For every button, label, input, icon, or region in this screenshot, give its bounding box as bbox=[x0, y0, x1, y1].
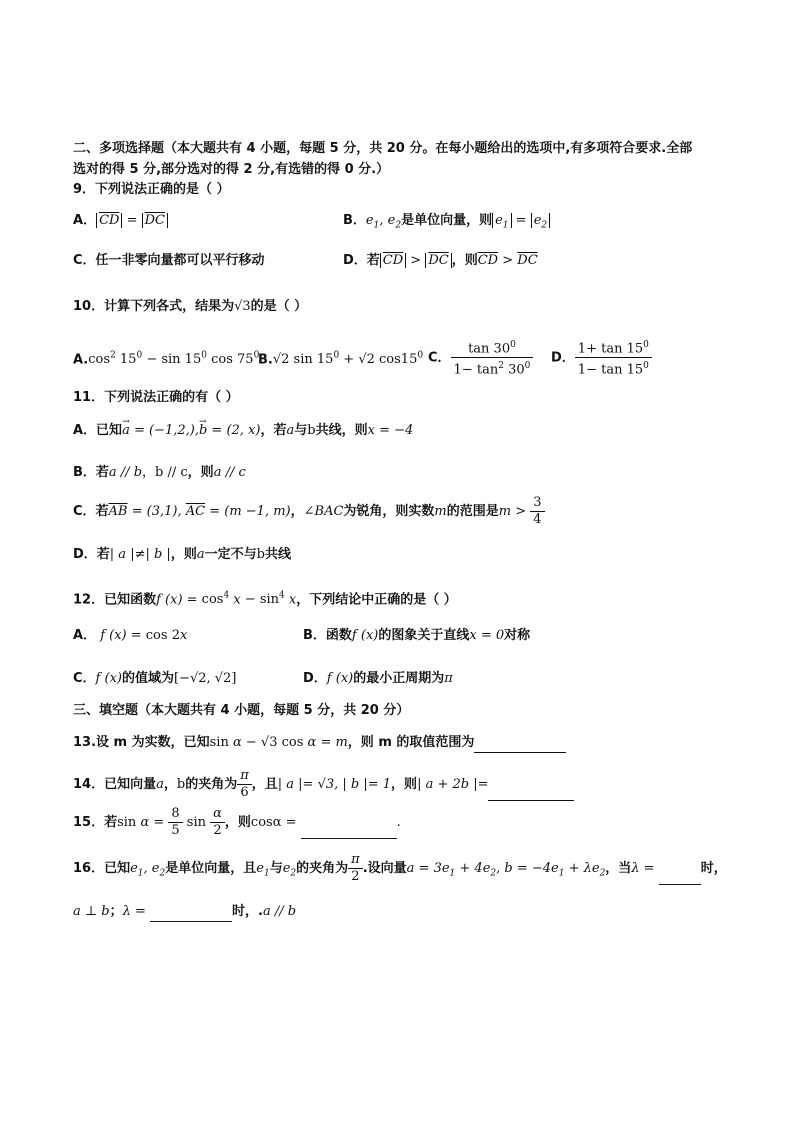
q13-answer-blank[interactable] bbox=[474, 738, 566, 753]
question-13: 13.设 m 为实数，已知sin α − √3 cos α = m，则 m 的取值范围为 bbox=[73, 733, 743, 753]
section-2-header bbox=[73, 138, 733, 180]
q9-option-b[interactable]: B．$e_1$, $e_2$是单位向量，则 $e_1 = e_2$ bbox=[343, 211, 550, 236]
q15-answer-blank[interactable] bbox=[301, 824, 397, 839]
question-16: 16．已知$e_1$, $e_2$是单位向量，且$e_1$与$e_2$的夹角为 $\frac{\pi}{2}$ .设向量$a = 3e_1 + 4e_2$, $b = -4e_1 + \lambda e_2$，当λ = 时， bbox=[73, 852, 727, 884]
q9-option-c[interactable]: C．任一非零向量都可以平行移动 bbox=[73, 253, 265, 268]
section-2-line-2: 选对的得 5 分,部分选对的得 2 分,有选错的得 0 分.） bbox=[73, 162, 390, 177]
question-9-stem: 9．下列说法正确的是（ ） bbox=[73, 182, 230, 197]
q12-option-a[interactable]: A． f (x) = cos 2x bbox=[73, 628, 188, 643]
question-16-line-2: a ⊥ b；λ = 时，.a // b bbox=[73, 902, 743, 922]
q11-option-a[interactable]: A．已知→ a = (−1,2,),→ b = (2, x)，若a与b共线，则x = −4 bbox=[73, 421, 413, 441]
section-3-header: 三、填空题（本大题共有 4 小题，每题 5 分，共 20 分） bbox=[73, 703, 410, 718]
question-15: 15．若sin α = $\frac{8}{5}$ sin $\frac{\alpha}{2}$ ，则cosα = . bbox=[73, 806, 401, 838]
question-12-stem: 12．已知函数f $(x) = \cos^4 x - \sin^4 x$，下列结论中正确的是（ ） bbox=[73, 591, 457, 608]
q12-option-d[interactable]: D．f (x)的最小正周期为π bbox=[303, 671, 453, 686]
q11-option-d[interactable]: D．若| a |≠| b |，则a一定不与b共线 bbox=[73, 547, 291, 562]
q16-answer-blank-1[interactable] bbox=[659, 870, 701, 885]
q11-option-b[interactable]: B．若a // b，b // c，则a // c bbox=[73, 465, 246, 480]
q9-option-d[interactable]: D．若 $\overline{CD} > \overline{DC}$ ，则$\overline{CD} > \overline{DC}$ bbox=[343, 253, 538, 268]
q16-answer-blank-2[interactable] bbox=[150, 907, 232, 922]
question-14: 14．已知向量a，b的夹角为 $\frac{\pi}{6}$ ，且| a |= √3, | b |= 1，则| a + 2b |= bbox=[73, 768, 743, 801]
q11-option-c[interactable]: C．若$\overline{AB} = (3,1)$, $\overline{AC} = (m -1$, m)，∠BAC为锐角，则实数m的范围是m > $\frac{3}{4}$ bbox=[73, 495, 545, 528]
q12-option-b[interactable]: B．函数f (x)的图象关于直线x = 0对称 bbox=[303, 628, 531, 643]
question-11-stem: 11．下列说法正确的有（ ） bbox=[73, 390, 239, 405]
q12-option-c[interactable]: C．f (x)的值域为[−√2, √2] bbox=[73, 671, 237, 686]
q10-option-b[interactable]: B.√2 $\sin 15^0 + √2$ $\cos 15^0$ bbox=[258, 351, 424, 368]
section-2-line-1: 二、多项选择题（本大题共有 4 小题，每题 5 分，共 20 分。在每小题给出的选项中,有多项符合要求.全部 bbox=[73, 141, 693, 156]
q14-answer-blank[interactable] bbox=[488, 786, 574, 801]
question-10-stem: 10．计算下列各式，结果为√3的是（ ） bbox=[73, 299, 308, 314]
q10-option-a[interactable]: $A.\cos^2$ $15^0 - \sin 15^0$ $\cos 75^0$ bbox=[73, 351, 260, 368]
q10-option-c[interactable]: C． $\frac{\tan 30^0}{1- \tan^2 30^0}$ bbox=[428, 337, 533, 379]
q9-option-a[interactable]: A． $\overline{CD} = \overline{DC}$ bbox=[73, 211, 168, 231]
q10-option-d[interactable]: D． $\frac{1+ \tan 15^0}{1- \tan 15^0}$ bbox=[551, 337, 652, 379]
